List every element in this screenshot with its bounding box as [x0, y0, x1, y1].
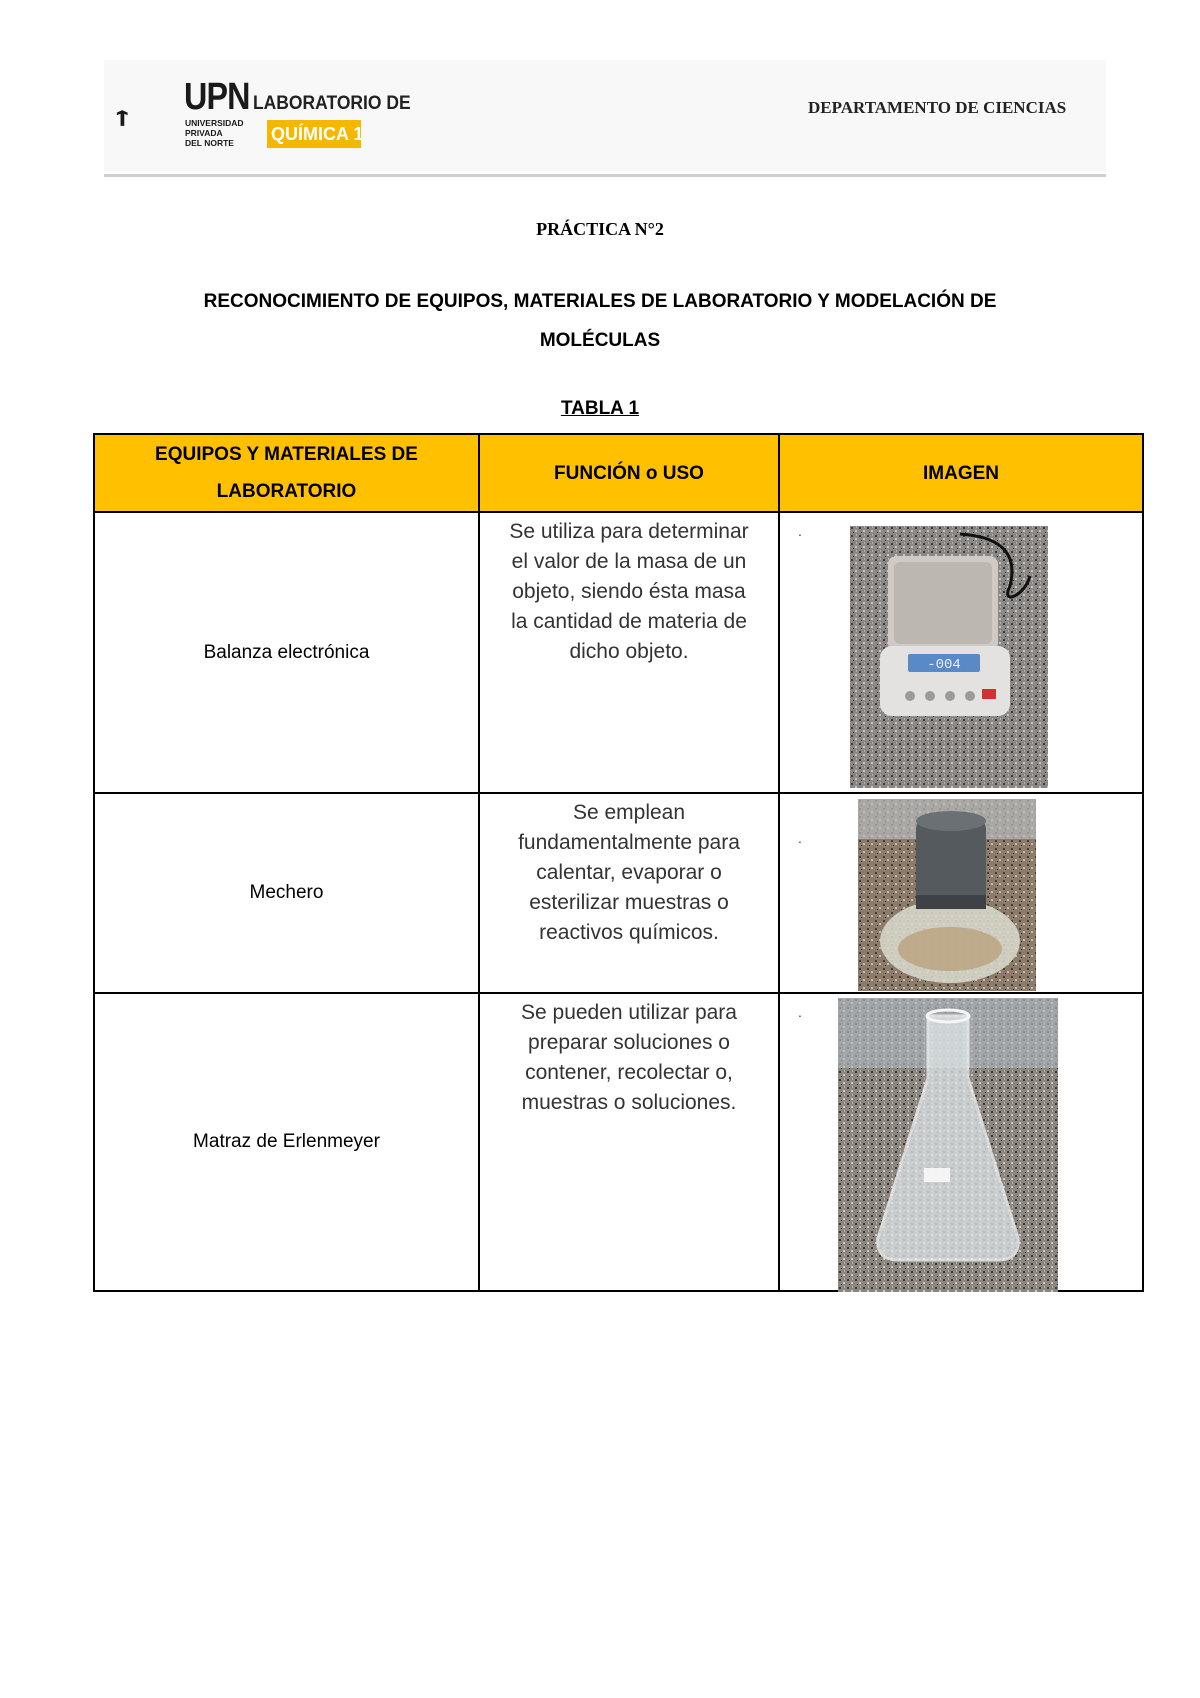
header-equipment-line-1: EQUIPOS Y MATERIALES DE	[155, 444, 418, 465]
upn-logo-icon	[116, 80, 176, 156]
header-equipment-line-2: LABORATORIO	[216, 481, 357, 502]
function-line: la cantidad de materia de	[511, 610, 747, 633]
practice-number: PRÁCTICA N°2	[536, 219, 664, 239]
electronic-balance-photo-icon	[850, 526, 1048, 788]
university-line-1: UNIVERSIDAD	[185, 118, 244, 128]
document-title-line-2: MOLÉCULAS	[539, 330, 661, 351]
equipment-name: Mechero	[94, 793, 479, 993]
header-image: IMAGEN	[779, 434, 1143, 512]
alcohol-burner-photo-icon	[858, 799, 1036, 991]
function-line: el valor de la masa de un	[511, 550, 747, 573]
function-line: objeto, siendo ésta masa	[512, 580, 746, 603]
header-equipment	[94, 434, 479, 512]
image-marker: .	[798, 1004, 802, 1020]
header-function: FUNCIÓN o USO	[479, 434, 779, 512]
university-line-3: DEL NORTE	[185, 138, 234, 148]
equipment-function	[479, 793, 779, 993]
function-line: calentar, evaporar o	[536, 861, 722, 884]
equipment-table	[93, 433, 1144, 1292]
image-marker: .	[798, 523, 802, 539]
image-marker: .	[798, 830, 802, 846]
balance-display-reading: -004	[927, 657, 961, 673]
equipment-name: Matraz de Erlenmeyer	[94, 993, 479, 1291]
function-line: muestras o soluciones.	[521, 1091, 737, 1114]
equipment-name: Balanza electrónica	[94, 512, 479, 793]
table-row	[94, 793, 1143, 993]
function-line: Se emplean	[572, 801, 686, 824]
table-row	[94, 993, 1143, 1291]
equipment-function	[479, 512, 779, 793]
document-title-line-1: RECONOCIMIENTO DE EQUIPOS, MATERIALES DE LABORATORIO Y MODELACIÓN DE	[203, 291, 997, 312]
erlenmeyer-flask-photo-icon	[838, 998, 1058, 1292]
function-line: reactivos químicos.	[539, 921, 719, 944]
equipment-function	[479, 993, 779, 1291]
university-name	[185, 118, 244, 148]
lab-label: LABORATORIO DE	[253, 93, 411, 114]
department-name: DEPARTAMENTO DE CIENCIAS	[808, 98, 1067, 117]
equipment-image-cell	[779, 512, 1143, 793]
function-line: esterilizar muestras o	[529, 891, 729, 914]
document-title	[130, 282, 1070, 360]
logo-text: UPN	[184, 76, 250, 118]
header-divider	[104, 174, 1106, 177]
university-line-2: PRIVADA	[185, 128, 223, 138]
equipment-image-cell	[779, 993, 1143, 1291]
function-line: dicho objeto.	[569, 640, 689, 663]
function-line: fundamentalmente para	[518, 831, 740, 854]
function-line: contener, recolectar o,	[525, 1061, 733, 1084]
table-header-row	[94, 434, 1143, 512]
lab-subject: QUÍMICA 1	[271, 124, 364, 144]
table-row	[94, 512, 1143, 793]
table-caption: TABLA 1	[560, 398, 640, 419]
function-line: Se pueden utilizar para	[521, 1001, 737, 1024]
function-line: preparar soluciones o	[528, 1031, 730, 1054]
function-line: Se utiliza para determinar	[509, 520, 749, 543]
equipment-image-cell	[779, 793, 1143, 993]
